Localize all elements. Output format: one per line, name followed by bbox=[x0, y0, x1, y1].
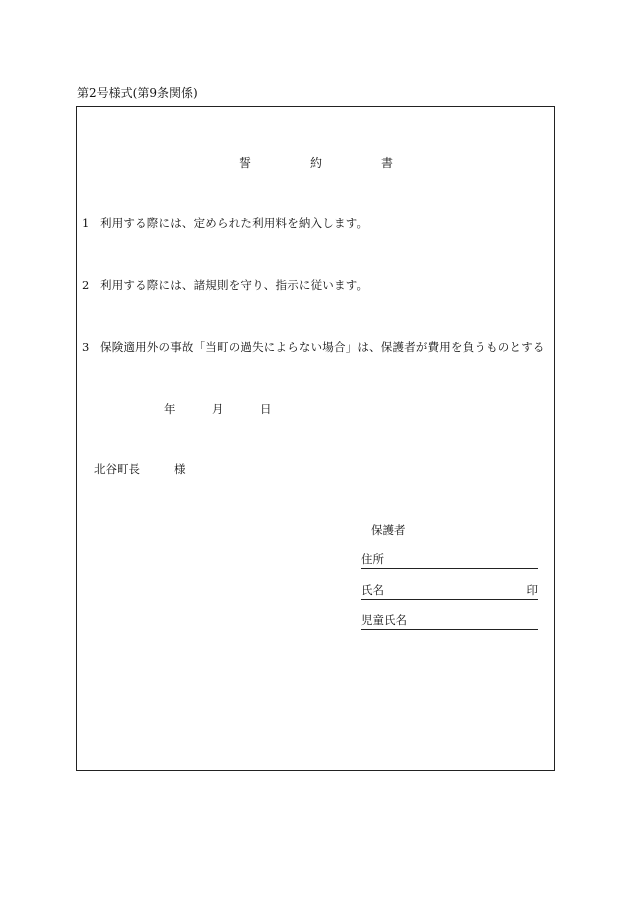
guardian-label: 保護者 bbox=[371, 523, 406, 537]
child-name-field[interactable] bbox=[361, 613, 538, 630]
pledge-item-1 bbox=[82, 215, 368, 231]
pledge-item-number: 1 bbox=[82, 216, 90, 230]
seal-mark: 印 bbox=[526, 583, 538, 597]
title-char-1: 誓 bbox=[239, 156, 252, 170]
date-year: 年 bbox=[164, 402, 176, 416]
pledge-item-text: 利用する際には、定められた利用料を納入します。 bbox=[100, 216, 369, 230]
date-day: 日 bbox=[260, 402, 272, 416]
address-label: 住所 bbox=[361, 552, 384, 566]
form-number-label: 第2号様式(第9条関係) bbox=[77, 86, 198, 100]
pledge-item-text: 保険適用外の事故「当町の過失によらない場合」は、保護者が費用を負うものとする bbox=[100, 340, 545, 354]
pledge-item-number: 2 bbox=[82, 278, 90, 292]
pledge-item-3 bbox=[82, 339, 545, 355]
date-month: 月 bbox=[212, 402, 224, 416]
addressee bbox=[94, 461, 186, 477]
child-name-label: 児童氏名 bbox=[361, 613, 407, 627]
form-frame bbox=[76, 106, 555, 771]
title-char-2: 約 bbox=[310, 156, 323, 170]
title-char-3: 書 bbox=[381, 156, 394, 170]
addressee-honorific: 様 bbox=[174, 462, 186, 476]
pledge-item-2 bbox=[82, 277, 368, 293]
pledge-item-text: 利用する際には、諸規則を守り、指示に従います。 bbox=[100, 278, 369, 292]
addressee-name: 北谷町長 bbox=[94, 462, 140, 476]
pledge-item-number: 3 bbox=[82, 340, 90, 354]
name-label: 氏名 bbox=[361, 583, 384, 597]
address-field[interactable] bbox=[361, 552, 538, 569]
name-field[interactable] bbox=[361, 583, 538, 600]
